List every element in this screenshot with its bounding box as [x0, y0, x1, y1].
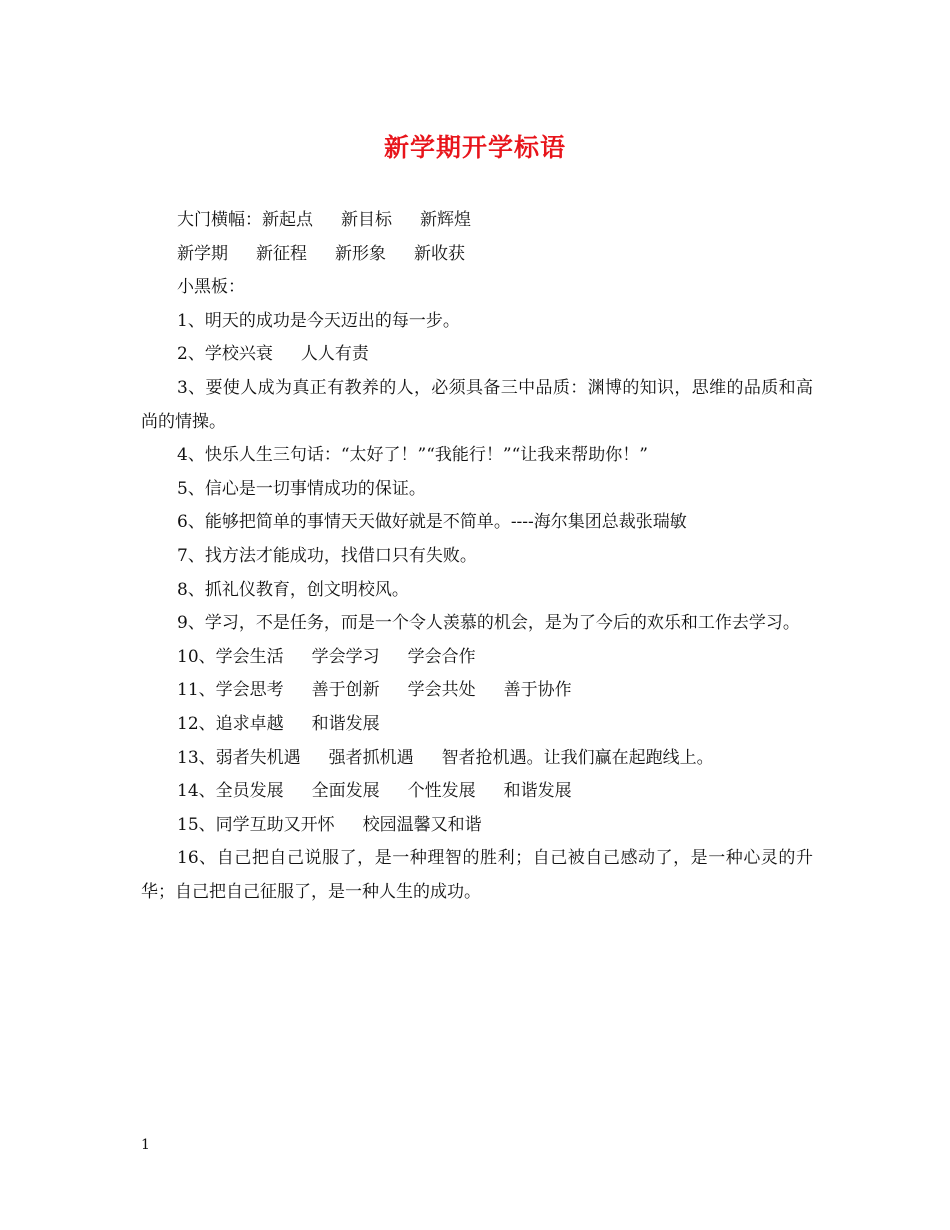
slogan-item: 3、要使人成为真正有教养的人，必须具备三中品质：渊博的知识，思维的品质和高尚的情操。 [141, 377, 813, 432]
slogan-item: 16、自己把自己说服了，是一种理智的胜利；自己被自己感动了，是一种心灵的升华；自己把自己征服了，是一种人生的成功。 [141, 848, 813, 902]
document-title: 新学期开学标语 [383, 133, 566, 162]
slogan-item: 1、明天的成功是今天迈出的每一步。 [177, 310, 460, 331]
slogan-phrase: 新辉煌 [420, 210, 471, 230]
slogan-phrase: 校园温馨又和谐 [362, 814, 482, 835]
slogan-item: 7、找方法才能成功，找借口只有失败。 [177, 545, 477, 566]
slogan-phrase: 10、学会生活 [177, 646, 284, 667]
slogan-phrase: 善于协作 [503, 680, 572, 701]
slogan-line [141, 238, 813, 272]
slogan-phrase: 新征程 [256, 243, 307, 264]
document-body [141, 204, 813, 909]
slogan-item [141, 775, 813, 809]
slogan-item: 4、快乐人生三句话：“太好了！”“我能行！”“让我来帮助你！” [177, 445, 648, 466]
page-number: 1 [141, 1137, 150, 1153]
slogan-item: 9、学习，不是任务，而是一个令人羡慕的机会，是为了今后的欢乐和工作去学习。 [177, 613, 800, 634]
slogan-phrase: 2、学校兴衰 [177, 344, 273, 365]
slogan-item: 8、抓礼仪教育，创文明校风。 [177, 579, 409, 600]
slogan-phrase: 14、全员发展 [177, 781, 284, 802]
slogan-phrase: 新目标 [341, 210, 392, 230]
slogan-item: 6、能够把简单的事情天天做好就是不简单。----海尔集团总裁张瑞敏 [177, 512, 687, 533]
slogan-phrase: 新收获 [414, 243, 465, 264]
slogan-phrase: 和谐发展 [311, 713, 380, 734]
slogan-phrase: 12、追求卓越 [177, 713, 284, 734]
slogan-item [141, 809, 813, 843]
slogan-phrase: 学会学习 [311, 646, 380, 667]
slogan-phrase: 新学期 [177, 243, 228, 264]
slogan-item [141, 742, 813, 776]
blackboard-label: 小黑板： [177, 277, 245, 298]
slogan-phrase: 全面发展 [311, 781, 380, 802]
slogan-phrase: 15、同学互助又开怀 [177, 814, 335, 835]
slogan-phrase: 新形象 [335, 243, 386, 264]
slogan-item [141, 641, 813, 675]
slogan-item [141, 674, 813, 708]
slogan-phrase: 学会合作 [407, 646, 476, 667]
slogan-phrase: 善于创新 [311, 680, 380, 701]
slogan-item [141, 338, 813, 372]
slogan-phrase: 智者抢机遇。让我们赢在起跑线上。 [441, 747, 714, 768]
slogan-phrase: 人人有责 [300, 344, 369, 365]
slogan-phrase: 个性发展 [407, 781, 476, 802]
slogan-phrase: 学会共处 [407, 680, 476, 701]
slogan-phrase: 13、弱者失机遇 [177, 747, 301, 768]
slogan-phrase: 11、学会思考 [177, 680, 284, 701]
slogan-item [141, 708, 813, 742]
banner-line [141, 204, 813, 238]
slogan-phrase: 和谐发展 [503, 781, 572, 802]
slogan-phrase: 强者抓机遇 [328, 747, 414, 768]
banner-label: 大门横幅：新起点 [177, 210, 313, 230]
slogan-item: 5、信心是一切事情成功的保证。 [177, 478, 426, 499]
